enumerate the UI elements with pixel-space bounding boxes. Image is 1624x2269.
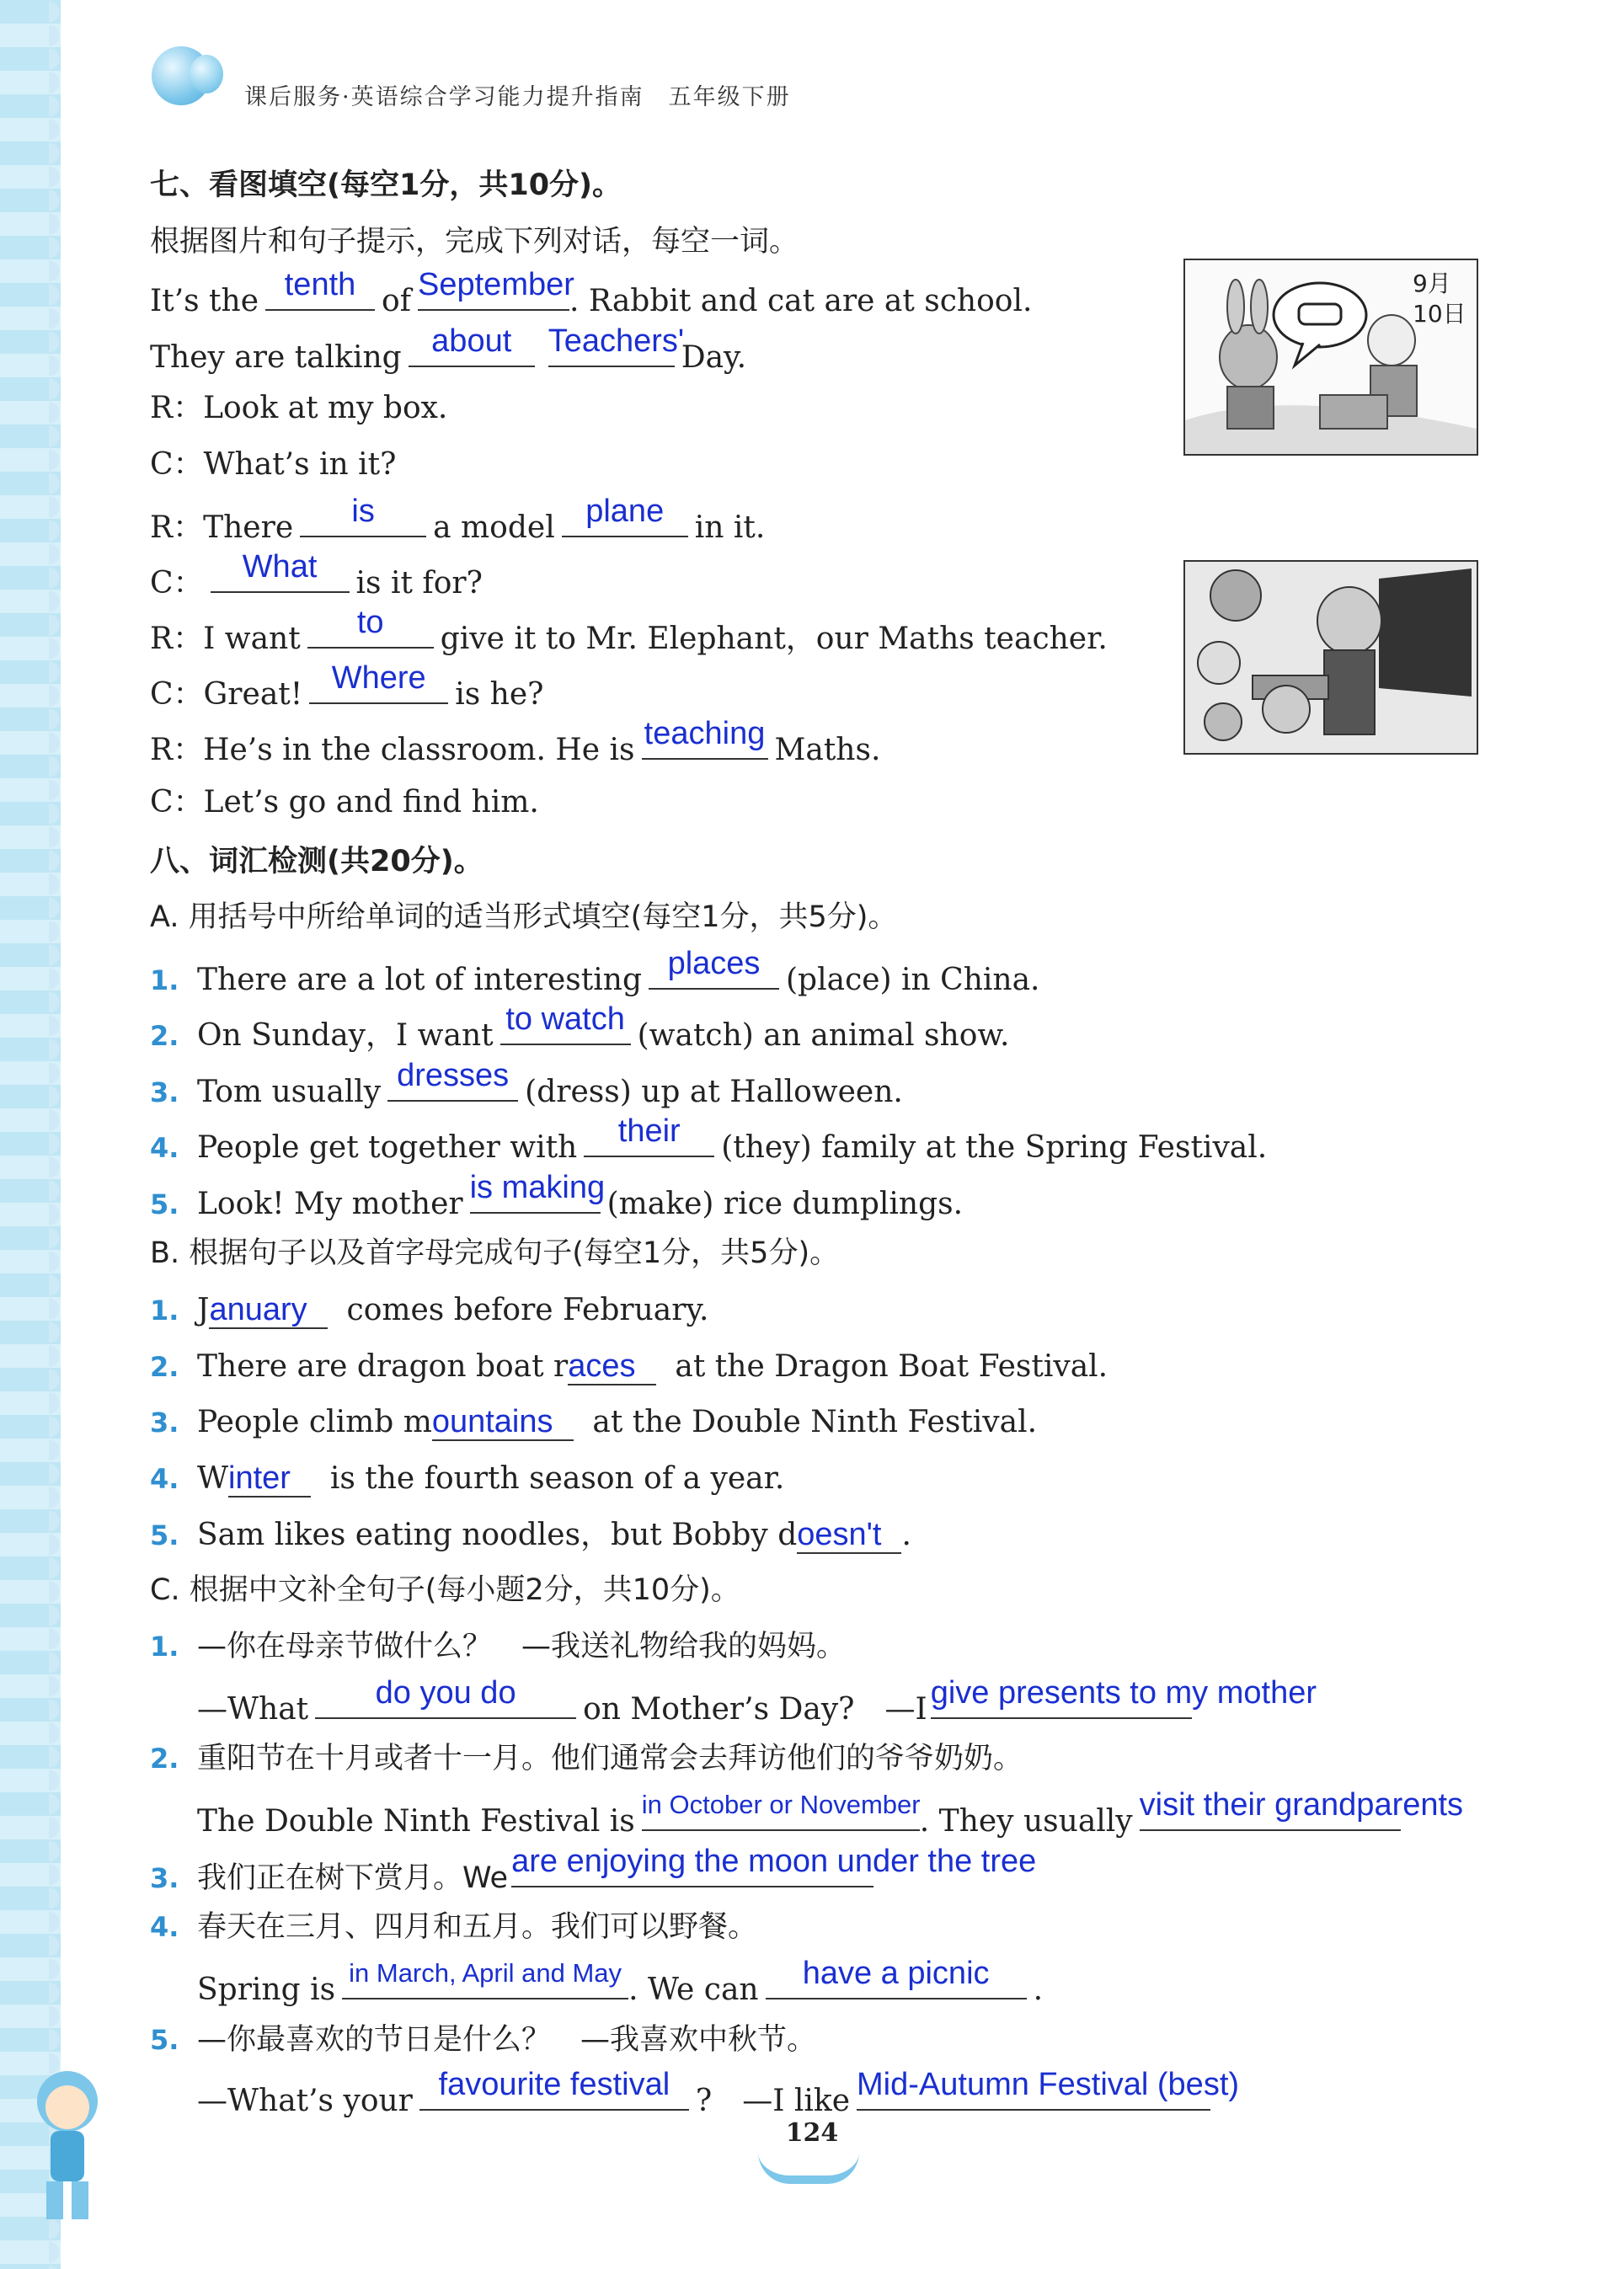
- s8a-item-5: 5. Look! My mother is making (make) rice dumplings.: [150, 1170, 964, 1221]
- answer-blank: to: [307, 611, 434, 649]
- answer-blank: Where: [309, 667, 448, 704]
- s7-line-4: C：What’s in it?: [150, 447, 397, 482]
- section-8-title: 八、词汇检测(共20分)。: [150, 845, 483, 878]
- answer-blank: September: [418, 274, 569, 311]
- answer-blank: plane: [562, 500, 688, 537]
- answer-blank: is making: [470, 1177, 601, 1214]
- header-title: 课后服务·英语综合学习能力提升指南 五年级下册: [244, 84, 791, 110]
- s8b-item-3: 3. People climb mountains at the Double Ninth Festival.: [150, 1404, 1038, 1439]
- s8a-item-1: 1. There are a lot of interesting places (place) in China.: [150, 946, 1040, 997]
- answer-blank: anuary: [209, 1292, 327, 1329]
- section-8a-title: A. 用括号中所给单词的适当形式填空(每空1分，共5分)。: [150, 900, 898, 934]
- s8c-item-5-english: —What’s your favourite festival ? —I like Mid-Autumn Festival (best): [197, 2067, 1240, 2118]
- balloon-icon: [190, 55, 223, 93]
- answer-blank: are enjoying the moon under the tree: [511, 1850, 873, 1887]
- answer-blank: in March, April and May: [342, 1962, 628, 1999]
- answer-blank: have a picnic: [766, 1962, 1027, 1999]
- s8c-item-5-chinese: 5. —你最喜欢的节日是什么？ —我喜欢中秋节。: [150, 2023, 817, 2057]
- answer-blank: give presents to my mother: [931, 1682, 1192, 1719]
- page-header: [152, 46, 1499, 122]
- answer-blank: places: [649, 953, 779, 990]
- section-8c-title: C. 根据中文补全句子(每小题2分，共10分)。: [150, 1573, 740, 1607]
- s8a-item-4: 4. People get together with their (they) family at the Spring Festival.: [150, 1113, 1268, 1165]
- decorative-side-border: [0, 0, 61, 2269]
- s7-line-7: R：I want to give it to Mr. Elephant，our Maths teacher.: [150, 605, 1108, 656]
- s7-line-9: R：He’s in the classroom. He is teaching Maths.: [150, 716, 881, 767]
- classroom-illustration: [1183, 560, 1478, 755]
- answer-blank: Teachers': [548, 330, 675, 367]
- section-7-title: 七、看图填空(每空1分，共10分)。: [150, 168, 622, 202]
- s7-line-3: R：Look at my box.: [150, 391, 448, 425]
- answer-blank: visit their grandparents: [1140, 1794, 1401, 1831]
- rabbit-cat-illustration: [1183, 259, 1478, 456]
- s8c-item-1-chinese: 1. —你在母亲节做什么？ —我送礼物给我的妈妈。: [150, 1630, 847, 1663]
- s8c-item-3: 3. 我们正在树下赏月。We are enjoying the moon under the tree: [150, 1844, 1037, 1895]
- s7-line-6: C： What is it for?: [150, 549, 483, 601]
- s7-line-5: R：There is a model plane in it.: [150, 494, 766, 545]
- answer-blank: is: [300, 500, 426, 537]
- section-8b-title: B. 根据句子以及首字母完成句子(每空1分，共5分)。: [150, 1236, 840, 1270]
- cartoon-boy-icon: [25, 2063, 110, 2232]
- s8b-item-1: 1. January comes before February.: [150, 1292, 709, 1327]
- s7-line-10: C：Let’s go and find him.: [150, 785, 539, 820]
- answer-blank: about: [409, 330, 535, 367]
- decorative-swoosh: [758, 2152, 859, 2184]
- page-number: 124: [785, 2118, 839, 2148]
- section-7-instruction: 根据图片和句子提示，完成下列对话，每空一词。: [150, 225, 799, 259]
- s8b-item-2: 2. There are dragon boat races at the Dragon Boat Festival.: [150, 1348, 1108, 1384]
- answer-blank: in October or November: [642, 1794, 920, 1831]
- classroom-drawing: [1185, 562, 1477, 753]
- s8b-item-4: 4. Winter is the fourth season of a year.: [150, 1460, 785, 1496]
- s8a-item-3: 3. Tom usually dresses (dress) up at Halloween.: [150, 1058, 903, 1109]
- answer-blank: to watch: [500, 1008, 631, 1045]
- s7-line-8: C：Great! Where is he?: [150, 660, 544, 712]
- answer-blank: do you do: [315, 1682, 576, 1719]
- answer-blank: What: [211, 556, 350, 593]
- answer-blank: tenth: [265, 274, 375, 311]
- answer-blank: favourite festival: [419, 2074, 689, 2111]
- answer-blank: teaching: [642, 723, 768, 760]
- s8c-item-4-english: Spring is in March, April and May . We can have a picnic .: [197, 1956, 1044, 2007]
- answer-blank: ountains: [432, 1404, 574, 1441]
- answer-blank: Mid-Autumn Festival (best): [857, 2074, 1210, 2111]
- s8c-item-2-chinese: 2. 重阳节在十月或者十一月。他们通常会去拜访他们的爷爷奶奶。: [150, 1742, 1023, 1775]
- answer-blank: dresses: [387, 1065, 518, 1102]
- answer-blank: inter: [228, 1460, 311, 1498]
- s8a-item-2: 2. On Sunday，I want to watch (watch) an animal show.: [150, 1001, 1010, 1053]
- answer-blank: their: [584, 1120, 714, 1157]
- s7-line-1: It’s the tenth of September . Rabbit and cat are at school.: [150, 267, 1033, 318]
- s8c-item-2-english: The Double Ninth Festival is in October or November . They usually visit their grandparents: [197, 1787, 1464, 1839]
- s8b-item-5: 5. Sam likes eating noodles，but Bobby doesn't .: [150, 1517, 911, 1552]
- s7-line-2: They are talking about Teachers' Day.: [150, 323, 747, 375]
- answer-blank: oesn't: [797, 1517, 901, 1554]
- s8c-item-4-chinese: 4. 春天在三月、四月和五月。我们可以野餐。: [150, 1910, 758, 1944]
- s8c-item-1-english: —What do you do on Mother’s Day? —I give presents to my mother: [197, 1675, 1317, 1727]
- answer-blank: aces: [568, 1348, 655, 1385]
- date-label: 9月 10日: [1413, 270, 1466, 328]
